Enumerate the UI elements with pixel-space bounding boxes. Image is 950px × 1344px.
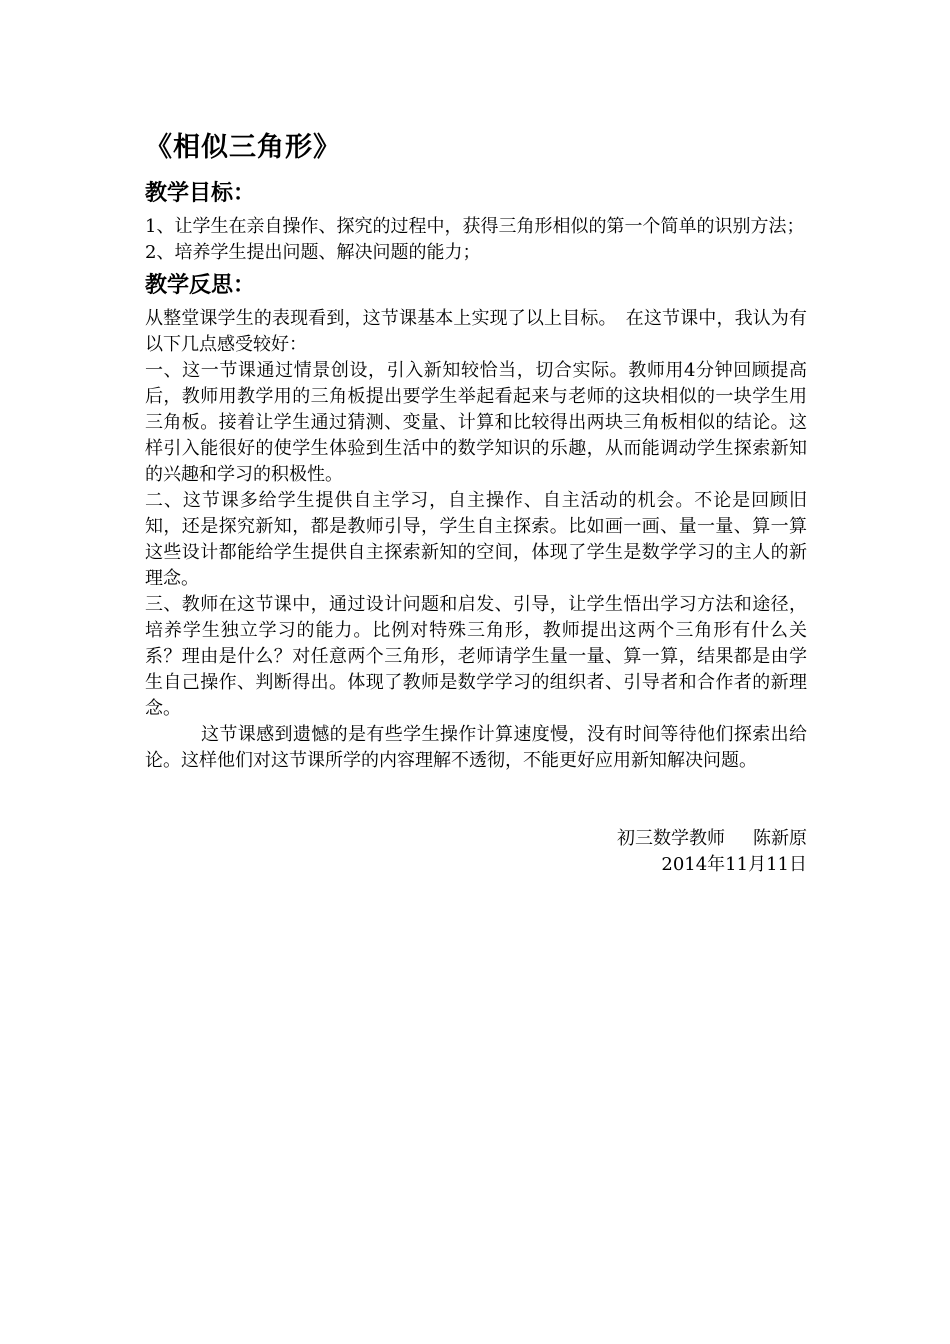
reflection-paragraph-intro: 从整堂课学生的表现看到，这节课基本上实现了以上目标。 在这节课中，我认为有以下几点感受较好： xyxy=(145,308,807,355)
objective-item-2: 2、培养学生提出问题、解决问题的能力； xyxy=(145,242,481,263)
reflection-paragraph-1: 一、这一节课通过情景创设，引入新知较恰当，切合实际。教师用4分钟回顾提高后，教师用教学用的三角板提出要学生举起看起来与老师的这块相似的一块学生用三角板。接着让学生通过猜测、变量、计算和比较得出两块三角板相似的结论。这样引入能很好的使学生体验到生活中的数学知识的乐趣，从而能调动学生探索新知的兴趣和学习的积极性。 xyxy=(145,360,807,485)
objectives-heading: 教学目标： xyxy=(145,181,256,206)
reflection-paragraph-regret: 这节课感到遗憾的是有些学生操作计算速度慢，没有时间等待他们探索出给论。这样他们对这节课所学的内容理解不透彻，不能更好应用新知解决问题。 xyxy=(145,724,807,771)
signature-date: 2014年11月11日 xyxy=(661,854,807,875)
reflection-paragraph-3: 三、教师在这节课中，通过设计问题和启发、引导，让学生悟出学习方法和途径，培养学生独立学习的能力。比例对特殊三角形，教师提出这两个三角形有什么关系？理由是什么？对任意两个三角形，老师请学生量一量、算一算，结果都是由学生自己操作、判断得出。体现了教师是数学学习的组织者、引导者和合作者的新理念。 xyxy=(145,594,807,719)
document-title: 《相似三角形》 xyxy=(145,132,341,163)
reflection-paragraph-2: 二、这节课多给学生提供自主学习，自主操作、自主活动的机会。不论是回顾旧知，还是探究新知，都是教师引导，学生自主探索。比如画一画、量一量、算一算这些设计都能给学生提供自主探索新知的空间，体现了学生是数学学习的主人的新理念。 xyxy=(145,490,807,589)
signature-name: 陈新原 xyxy=(753,828,807,849)
signature-role: 初三数学教师 xyxy=(617,828,725,849)
objective-item-1: 1、让学生在亲自操作、探究的过程中，获得三角形相似的第一个简单的识别方法； xyxy=(145,216,805,237)
signature-line xyxy=(145,826,807,852)
document-page xyxy=(145,128,807,878)
reflection-heading: 教学反思： xyxy=(145,273,256,298)
signature-block xyxy=(145,826,807,878)
